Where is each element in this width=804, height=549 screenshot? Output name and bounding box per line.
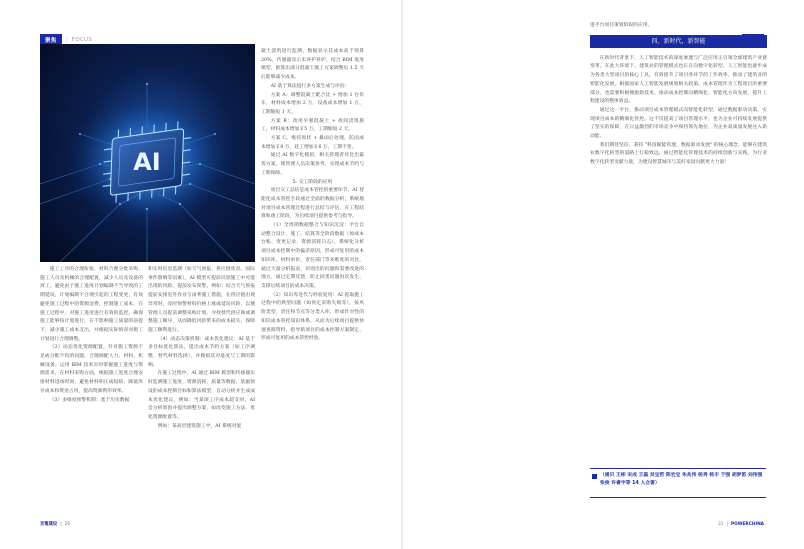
paragraph: （4）动态决策机制：成本优化建议：AI 基于多目标优化算法，提出成本节约方案（如工序调整、替代材料选择），并模拟其对进度与工期的影响。	[148, 336, 255, 368]
section-english: FOCUS	[71, 36, 93, 43]
footer-left	[40, 520, 70, 528]
left-column-1	[40, 266, 143, 405]
header-separator: |	[65, 36, 68, 43]
paragraph: AI 基于算法进行多方案生成与评估：	[270, 83, 350, 89]
section-banner: 四、新时代，新智能	[590, 35, 767, 48]
page-gutter	[401, 0, 403, 549]
footer-separator: |	[726, 521, 728, 527]
paragraph: （3）多维度预警机制：基于历史数据	[49, 397, 130, 403]
right-page	[402, 0, 804, 549]
section-tab: 聚焦	[40, 34, 62, 45]
paragraph: （2）知识库迭代与经验复用：AI 提取施工过程中的典型问题（如预定采购失败等），按风险类型、责任和节点等分类入库，形成针对性的知识成本管控知识体系，从而为后续项目提供快速查阅资料，指导新项目的成本控制方案制定，形成可复用的成本管控经验。	[261, 292, 364, 342]
paragraph: （1）全周期数据整合与知识沉淀：平台自动整合设计、施工、结算等全阶段数据（如成本台账、变更记录、资源消耗日志），系统化分析项目成本控制中的偏差原因，形成可复用的成本知识库。材料单价、责任部门等多维度的对比，通过大量分析报表，识别出的问题和需要改进的地方，通过定期反馈，防止同类问题再次发生，支撑后续项目的成本决策。	[261, 223, 364, 289]
paragraph: 例如：某高层建筑施工中，AI 系统对混	[157, 423, 242, 429]
right-column	[590, 22, 767, 462]
paragraph: 施工工序的合理衔接、材料合理分批采购、施工人员及机械的合理配置，减少人员及设备的窝工。避免由于施工进度计划编制不当导致的工期延误，计划编制不合理引起的工程变更，有效避免施工过程中的资源浪费，控制施工成本，在施工过程中，对施工进度进行有效的监控，确保施工能够按计划进行，在不影响施工质量的前提下，减少施工成本支出，并根据实际情况对施工计划进行合理调整。	[40, 267, 143, 342]
left-column-2	[148, 266, 255, 431]
paragraph: 在新时代背景下，人工智能技术的深度渗透与广泛应用正引领全球建筑产业链变革。在此大环境下，建筑业的管理模式也正在向数字化转型，人工智能也逐步成为各类大型项目的核心工具，有效提升了项目各环节的工作效率，推动了建筑业的智能化发展。根据国家人工智能发展规划相关政策，成本管理作为工程项目的重要部分，也需要积极拥抱新技术，推动成本控制向精细化、智能化方向发展，提升工程建设的整体效益。	[590, 55, 767, 105]
paragraph: （2）动态优化资源配置。针对施工资源不足或分配不均的问题，合理调配人力、材料、机械设备。运用 BIM 技术实时掌握施工进度与资源需求，在材料采购方面，根据施工进度合理安排材料进场时间，避免材料积压或短缺，降低库存成本和资金占用，提高资源利用效率。	[40, 345, 143, 394]
page-number: 31	[718, 521, 724, 527]
paragraph: 和实时信息监测（如天气预报、供应链状况、国际事件影响等因素），AI 模型可提前识别施工中可能出现的风险，提前发布预警。例如：结合天气预报提前安排室外作业与雨季施工措施，在供应链出现异常时，及时预警材料价格上涨或延误风险，以便管理人员提前调整采购计划、寻找替代供应商或调整施工顺序，从而降低风险带来的成本损失，保障施工顺利进行。	[148, 267, 255, 333]
paragraph: 方案 A：调整混凝土配合比 + 增加 1 台泵车，材料成本增加 2 万，设备成本增加 1 万，工期缩短 1 天。	[261, 92, 364, 115]
footer-right	[718, 520, 764, 528]
ai-chip-label: AI	[133, 148, 161, 176]
paragraph: 方案 C，维持原状 + 暴雨后处理，防雨成本增加￥8 万，赶工增加￥6 万，工期不变。	[261, 136, 364, 150]
paragraph: 方案 B：改用早强混凝土 + 夜间浇筑施工，材料成本增加￥5 万，工期缩短 2 天。	[261, 118, 364, 133]
footer-brand: 京電建设	[40, 522, 58, 527]
paragraph: 项目交工总结是成本管控的重要环节，AI 智能化成本管控手段通过全面的数据分析，系统地对项目成本管理过程进行总结与评估，在工程结算和竣工阶段，为后续项目提供参考与指导。	[261, 188, 364, 220]
left-column-3	[261, 48, 364, 508]
footer-separator: |	[60, 521, 62, 527]
subsection-heading: 5. 交工阶段的应用	[292, 179, 333, 185]
paragraph: 我们期待坚信，秉持 "科技赋能管理，数据驱动发展" 的核心理念，能够在建筑业数字化转型的道路上行稳致远，通过智能化管理技术的持续创新与实践，为行业数字化转型贡献力量，为建设智慧城市与美好家园贡献更大力量！	[590, 142, 767, 166]
paragraph: 在施工过程中，AI 通过 BIM 模型和传感器实时监测施工进度、资源消耗、质量等数据，依据预设的成本控制目标和算法模型，自动分析并生成成本优化建议，例如：当某项工序成本超支时，AI 会分析原因并提出调整方案，如改变施工方法、优化资源配置等。	[148, 371, 255, 420]
footer-brand: POWERCHINA	[730, 521, 764, 527]
paragraph: 凝土浇筑进行监测，数据显示其成本高于预算 20%，传感器显示未养护养护，结合 BIM 进度模型，推算出部分混凝土施工方案调整后 1.5 天后能够减少成本。	[261, 49, 364, 81]
page-number: 26	[64, 521, 71, 527]
author-credit-box	[590, 468, 766, 498]
paragraph: 进平台项目策划阶段的应用。	[590, 23, 653, 28]
author-credits: （浦贝 王彬 宋成 王磊 吴宝哲 陈宏宝 朱兆伟 杨秀 杨丰 于强 胡梦笛 刘伟强 张俊 许睿宇等 14 人合著）	[600, 473, 763, 486]
paragraph: 通过 AI 数字化模拟，相关管理者对比出最优方案，使管理人员决策参考，实现成本节约与工期保障。	[261, 153, 364, 176]
paragraph: 通过这一平台，推动项目成本管理模式向智能化转型，通过数据驱动决策，实现项目成本的精细化管控。这不仅提高了项目管理水平，也为企业可持续发展提供了坚实的保障，在日益激烈的市场竞争中保持领先地位，为企业高质量发展注入新动能。	[590, 107, 767, 140]
hero-ai-chip-image	[40, 44, 255, 262]
ai-chip-illustration	[40, 44, 255, 262]
square-bullet-icon	[592, 474, 597, 479]
